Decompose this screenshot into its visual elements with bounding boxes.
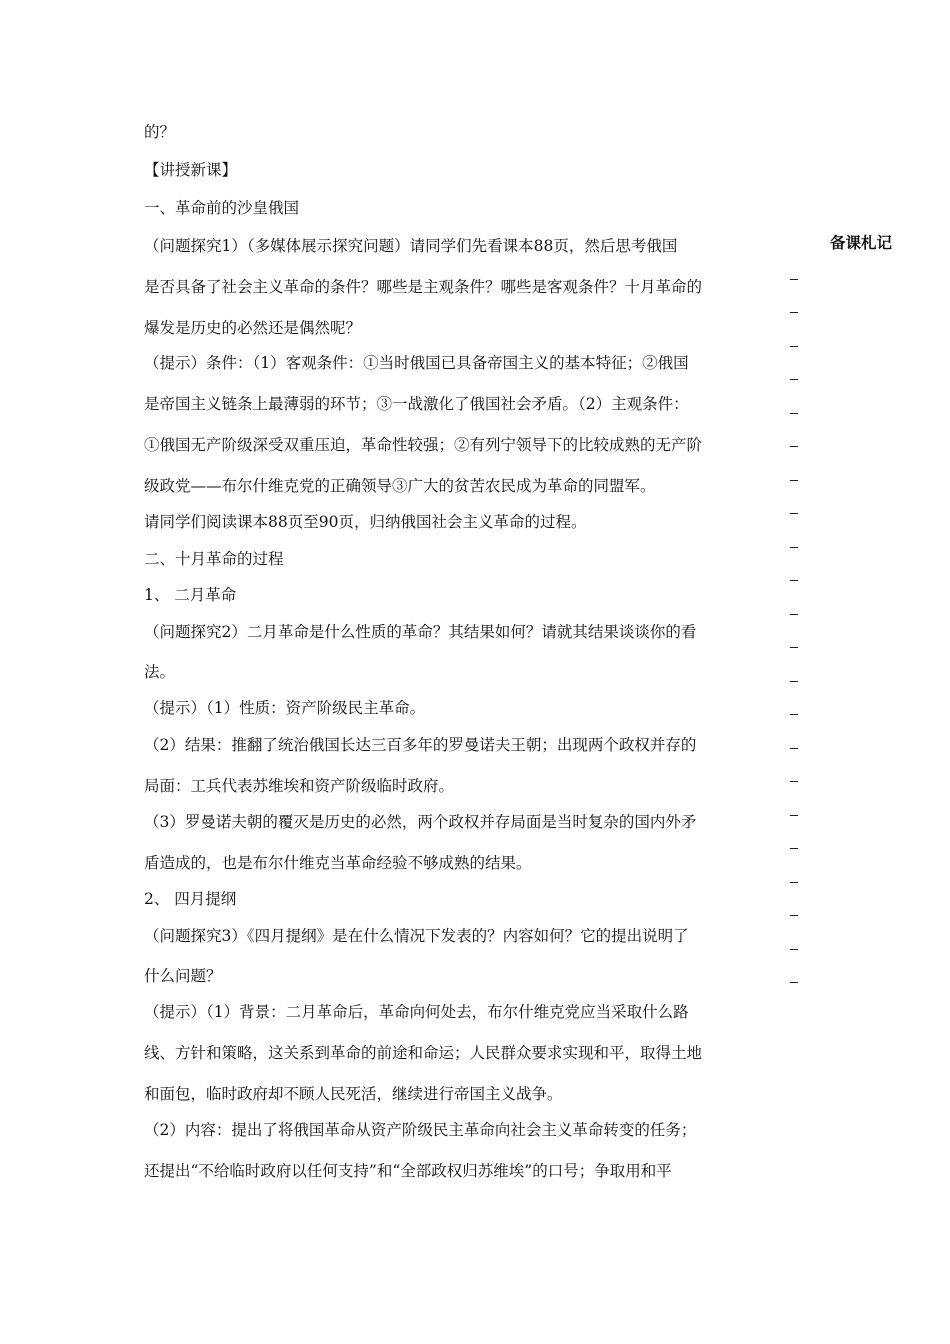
text-line: （2）内容：提出了将俄国革命从资产阶级民主革命向社会主义革命转变的任务；: [144, 1121, 697, 1139]
text-line: 是帝国主义链条上最薄弱的环节；③一战激化了俄国社会矛盾。（2）主观条件：: [144, 395, 689, 413]
subsection-heading: 1、 二月革命: [144, 586, 237, 604]
section-heading: 一、革命前的沙皇俄国: [144, 199, 300, 217]
text-line: （问题探究3）《四月提纲》是在什么情况下发表的？内容如何？它的提出说明了: [144, 927, 689, 945]
text-line: ①俄国无产阶级深受双重压迫，革命性较强；②有列宁领导下的比较成熟的无产阶: [144, 436, 703, 454]
text-line: （3）罗曼诺夫朝的覆灭是历史的必然，两个政权并存局面是当时复杂的国内外矛: [144, 813, 697, 831]
subsection-heading: 2、 四月提纲: [144, 890, 237, 908]
note-line-mark: [790, 413, 798, 414]
note-line-mark: [790, 446, 798, 447]
note-line-mark: [790, 647, 798, 648]
note-line-mark: [790, 346, 798, 347]
text-line: （提示）条件：（1）客观条件：①当时俄国已具备帝国主义的基本特征；②俄国: [144, 354, 689, 372]
note-line-mark: [790, 379, 798, 380]
text-line: （2）结果：推翻了统治俄国长达三百多年的罗曼诺夫王朝；出现两个政权并存的: [144, 736, 697, 754]
text-line: （问题探究2）二月革命是什么性质的革命？其结果如何？请就其结果谈谈你的看: [144, 623, 697, 641]
text-line: 级政党——布尔什维克党的正确领导③广大的贫苦农民成为革命的同盟军。: [144, 477, 656, 495]
text-line: 是否具备了社会主义革命的条件？哪些是主观条件？哪些是客观条件？十月革命的: [144, 278, 703, 296]
note-line-mark: [790, 915, 798, 916]
note-line-mark: [790, 681, 798, 682]
note-line-mark: [790, 714, 798, 715]
text-line: 盾造成的，也是布尔什维克当革命经验不够成熟的结果。: [144, 854, 532, 872]
text-line: 局面：工兵代表苏维埃和资产阶级临时政府。: [144, 777, 455, 795]
note-line-mark: [790, 815, 798, 816]
text-line: （提示）（1）性质：资产阶级民主革命。: [144, 699, 426, 717]
text-line: 什么问题？: [144, 967, 222, 985]
note-line-mark: [790, 480, 798, 481]
note-line-mark: [790, 982, 798, 983]
text-line: （提示）（1）背景：二月革命后，革命向何处去，布尔什维克党应当采取什么路: [144, 1003, 689, 1021]
note-line-mark: [790, 547, 798, 548]
note-line-mark: [790, 279, 798, 280]
text-line: 线、方针和策略，这关系到革命的前途和命运；人民群众要求实现和平，取得土地: [144, 1044, 703, 1062]
text-line: 和面包，临时政府却不顾人民死活，继续进行帝国主义战争。: [144, 1085, 563, 1103]
note-line-mark: [790, 312, 798, 313]
section-heading: 二、十月革命的过程: [144, 550, 284, 568]
note-line-mark: [790, 949, 798, 950]
note-line-mark: [790, 580, 798, 581]
text-line: 请同学们阅读课本88页至90页，归纳俄国社会主义革命的过程。: [144, 513, 587, 531]
note-line-mark: [790, 882, 798, 883]
note-line-mark: [790, 614, 798, 615]
note-line-mark: [790, 848, 798, 849]
text-line: 法。: [144, 663, 176, 681]
text-line: 的？: [144, 123, 176, 141]
note-line-mark: [790, 748, 798, 749]
note-line-mark: [790, 513, 798, 514]
text-line: （问题探究1）（多媒体展示探究问题）请同学们先看课本88页，然后思考俄国: [144, 237, 678, 255]
section-heading: 【讲授新课】: [144, 161, 238, 179]
text-line: 还提出“不给临时政府以任何支持”和“全部政权归苏维埃”的口号；争取用和平: [144, 1162, 672, 1180]
note-line-mark: [790, 781, 798, 782]
text-line: 爆发是历史的必然还是偶然呢？: [144, 319, 362, 337]
lesson-notes-title: 备课札记: [830, 234, 893, 252]
